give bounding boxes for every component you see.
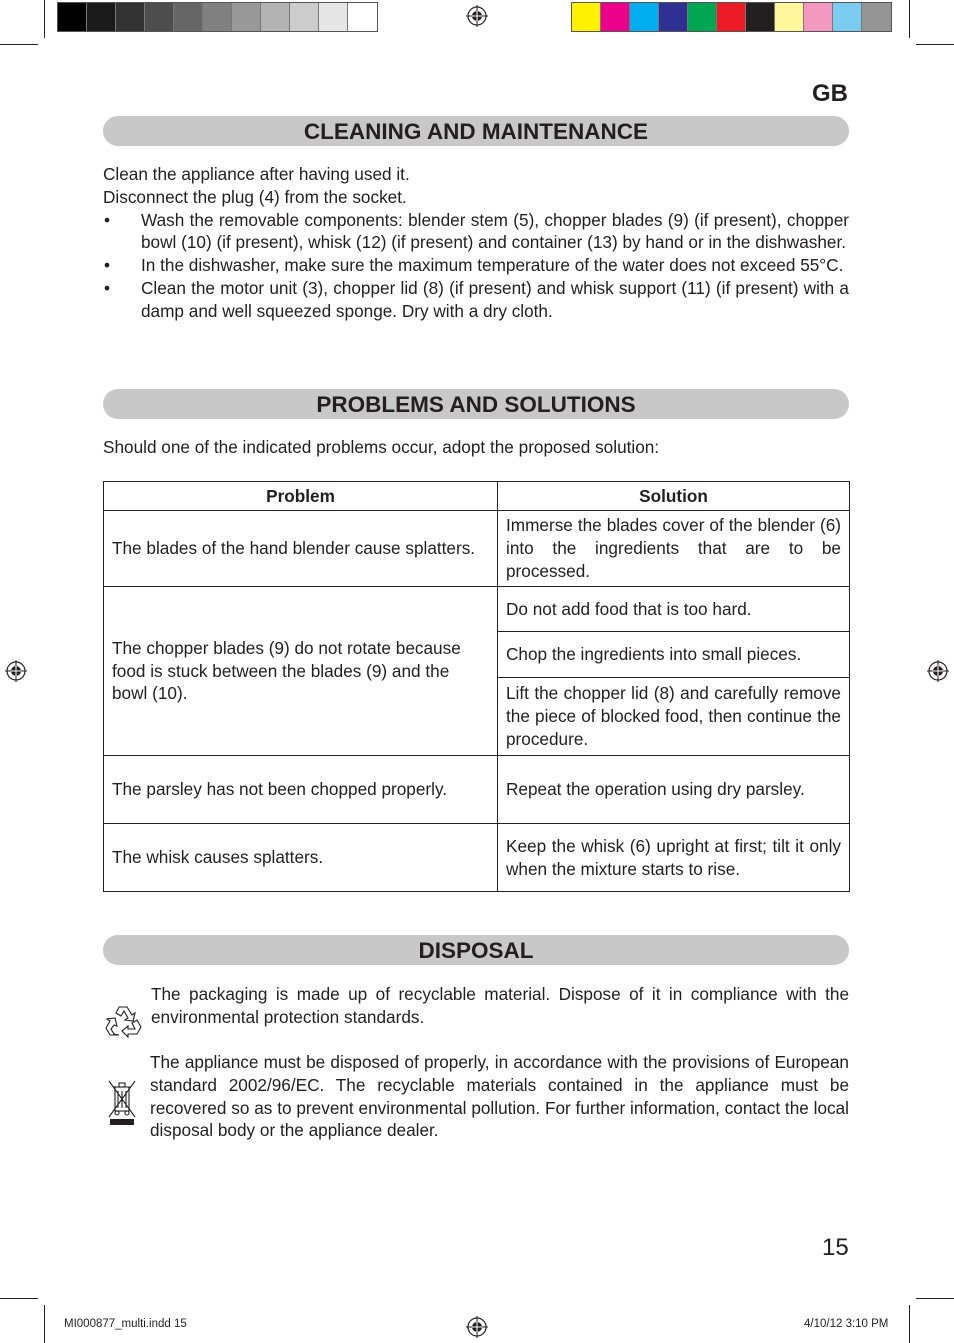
color-swatch	[688, 3, 717, 31]
color-swatch-strip	[571, 2, 892, 32]
registration-mark-icon	[466, 5, 488, 27]
registration-mark-icon	[5, 660, 27, 682]
color-swatch	[630, 3, 659, 31]
color-swatch	[319, 3, 348, 31]
registration-mark-icon	[927, 660, 949, 682]
cleaning-bullet: • Wash the removable components: blender stem (5), chopper blades (9) (if present), chopper bowl (10) (if present), whisk (12) (if present) and container (13) by hand or in the dishwasher.	[103, 209, 849, 255]
column-header-problem: Problem	[104, 482, 498, 511]
problem-cell: The whisk causes splatters.	[104, 824, 498, 892]
color-swatch	[290, 3, 319, 31]
section-title-problems: PROBLEMS AND SOLUTIONS	[103, 389, 849, 419]
cleaning-bullet: • In the dishwasher, make sure the maximum temperature of the water does not exceed 55°C.	[103, 254, 849, 277]
solution-cell: Repeat the operation using dry parsley.	[498, 756, 850, 824]
color-swatch	[116, 3, 145, 31]
solution-cell: Immerse the blades cover of the blender (6) into the ingredients that are to be processed.	[498, 511, 850, 587]
table-row	[104, 511, 850, 587]
page-number: 15	[822, 1234, 849, 1261]
crop-mark	[916, 1298, 954, 1299]
problem-cell: The parsley has not been chopped properly.	[104, 756, 498, 824]
color-swatch	[833, 3, 862, 31]
table-row	[104, 756, 850, 824]
cleaning-bullet: • Clean the motor unit (3), chopper lid (8) (if present) and whisk support (11) (if present) with a damp and well squeezed sponge. Dry with a dry cloth.	[103, 277, 849, 323]
column-header-solution: Solution	[498, 482, 850, 511]
problems-table	[103, 481, 850, 892]
problem-cell: The blades of the hand blender cause splatters.	[104, 511, 498, 587]
registration-mark-icon	[466, 1316, 488, 1338]
footer-file-info: MI000877_multi.indd 15	[64, 1318, 187, 1330]
weee-bin-icon	[107, 1079, 137, 1125]
solution-cell: Keep the whisk (6) upright at first; tilt it only when the mixture starts to rise.	[498, 824, 850, 892]
cleaning-body	[103, 163, 849, 323]
color-swatch	[348, 3, 377, 31]
recycle-icon	[104, 1004, 142, 1038]
table-row	[104, 824, 850, 892]
table-header-row	[104, 482, 850, 511]
color-swatch	[58, 3, 87, 31]
crop-mark	[909, 0, 910, 38]
solution-cell: Do not add food that is too hard.	[498, 587, 850, 632]
table-row	[104, 587, 850, 632]
crop-mark	[44, 0, 45, 38]
section-title-cleaning: CLEANING AND MAINTENANCE	[103, 116, 849, 146]
color-swatch	[87, 3, 116, 31]
solution-cell: Lift the chopper lid (8) and carefully remove the piece of blocked food, then continue the procedure.	[498, 678, 850, 756]
color-swatch	[804, 3, 833, 31]
color-swatch	[717, 3, 746, 31]
color-swatch	[145, 3, 174, 31]
color-swatch	[775, 3, 804, 31]
crop-mark	[0, 44, 38, 45]
problems-intro: Should one of the indicated problems occur, adopt the proposed solution:	[103, 437, 660, 457]
problem-cell: The chopper blades (9) do not rotate because food is stuck between the blades (9) and the bowl (10).	[104, 587, 498, 756]
gray-swatch-strip	[57, 2, 378, 32]
color-swatch	[572, 3, 601, 31]
disposal-appliance-text: The appliance must be disposed of properly, in accordance with the provisions of European standard 2002/96/EC. The recyclable materials contained in the appliance must be recovered so as to prevent environmental pollution. For further information, contact the local disposal body or the appliance dealer.	[150, 1052, 849, 1141]
cleaning-line: Disconnect the plug (4) from the socket.	[103, 186, 407, 207]
section-title-disposal: DISPOSAL	[103, 935, 849, 965]
crop-mark	[909, 1305, 910, 1343]
solution-cell: Chop the ingredients into small pieces.	[498, 632, 850, 678]
footer-date: 4/10/12 3:10 PM	[804, 1318, 889, 1330]
color-swatch	[232, 3, 261, 31]
color-swatch	[203, 3, 232, 31]
color-swatch	[601, 3, 630, 31]
color-swatch	[174, 3, 203, 31]
color-swatch	[862, 3, 891, 31]
crop-mark	[916, 44, 954, 45]
disposal-packaging-text: The packaging is made up of recyclable material. Dispose of it in compliance with the environmental protection standards.	[151, 984, 849, 1027]
cleaning-line: Clean the appliance after having used it.	[103, 164, 410, 184]
crop-mark	[44, 1305, 45, 1343]
crop-mark	[0, 1298, 38, 1299]
color-swatch	[746, 3, 775, 31]
color-swatch	[261, 3, 290, 31]
language-tag: GB	[812, 80, 848, 107]
color-swatch	[659, 3, 688, 31]
